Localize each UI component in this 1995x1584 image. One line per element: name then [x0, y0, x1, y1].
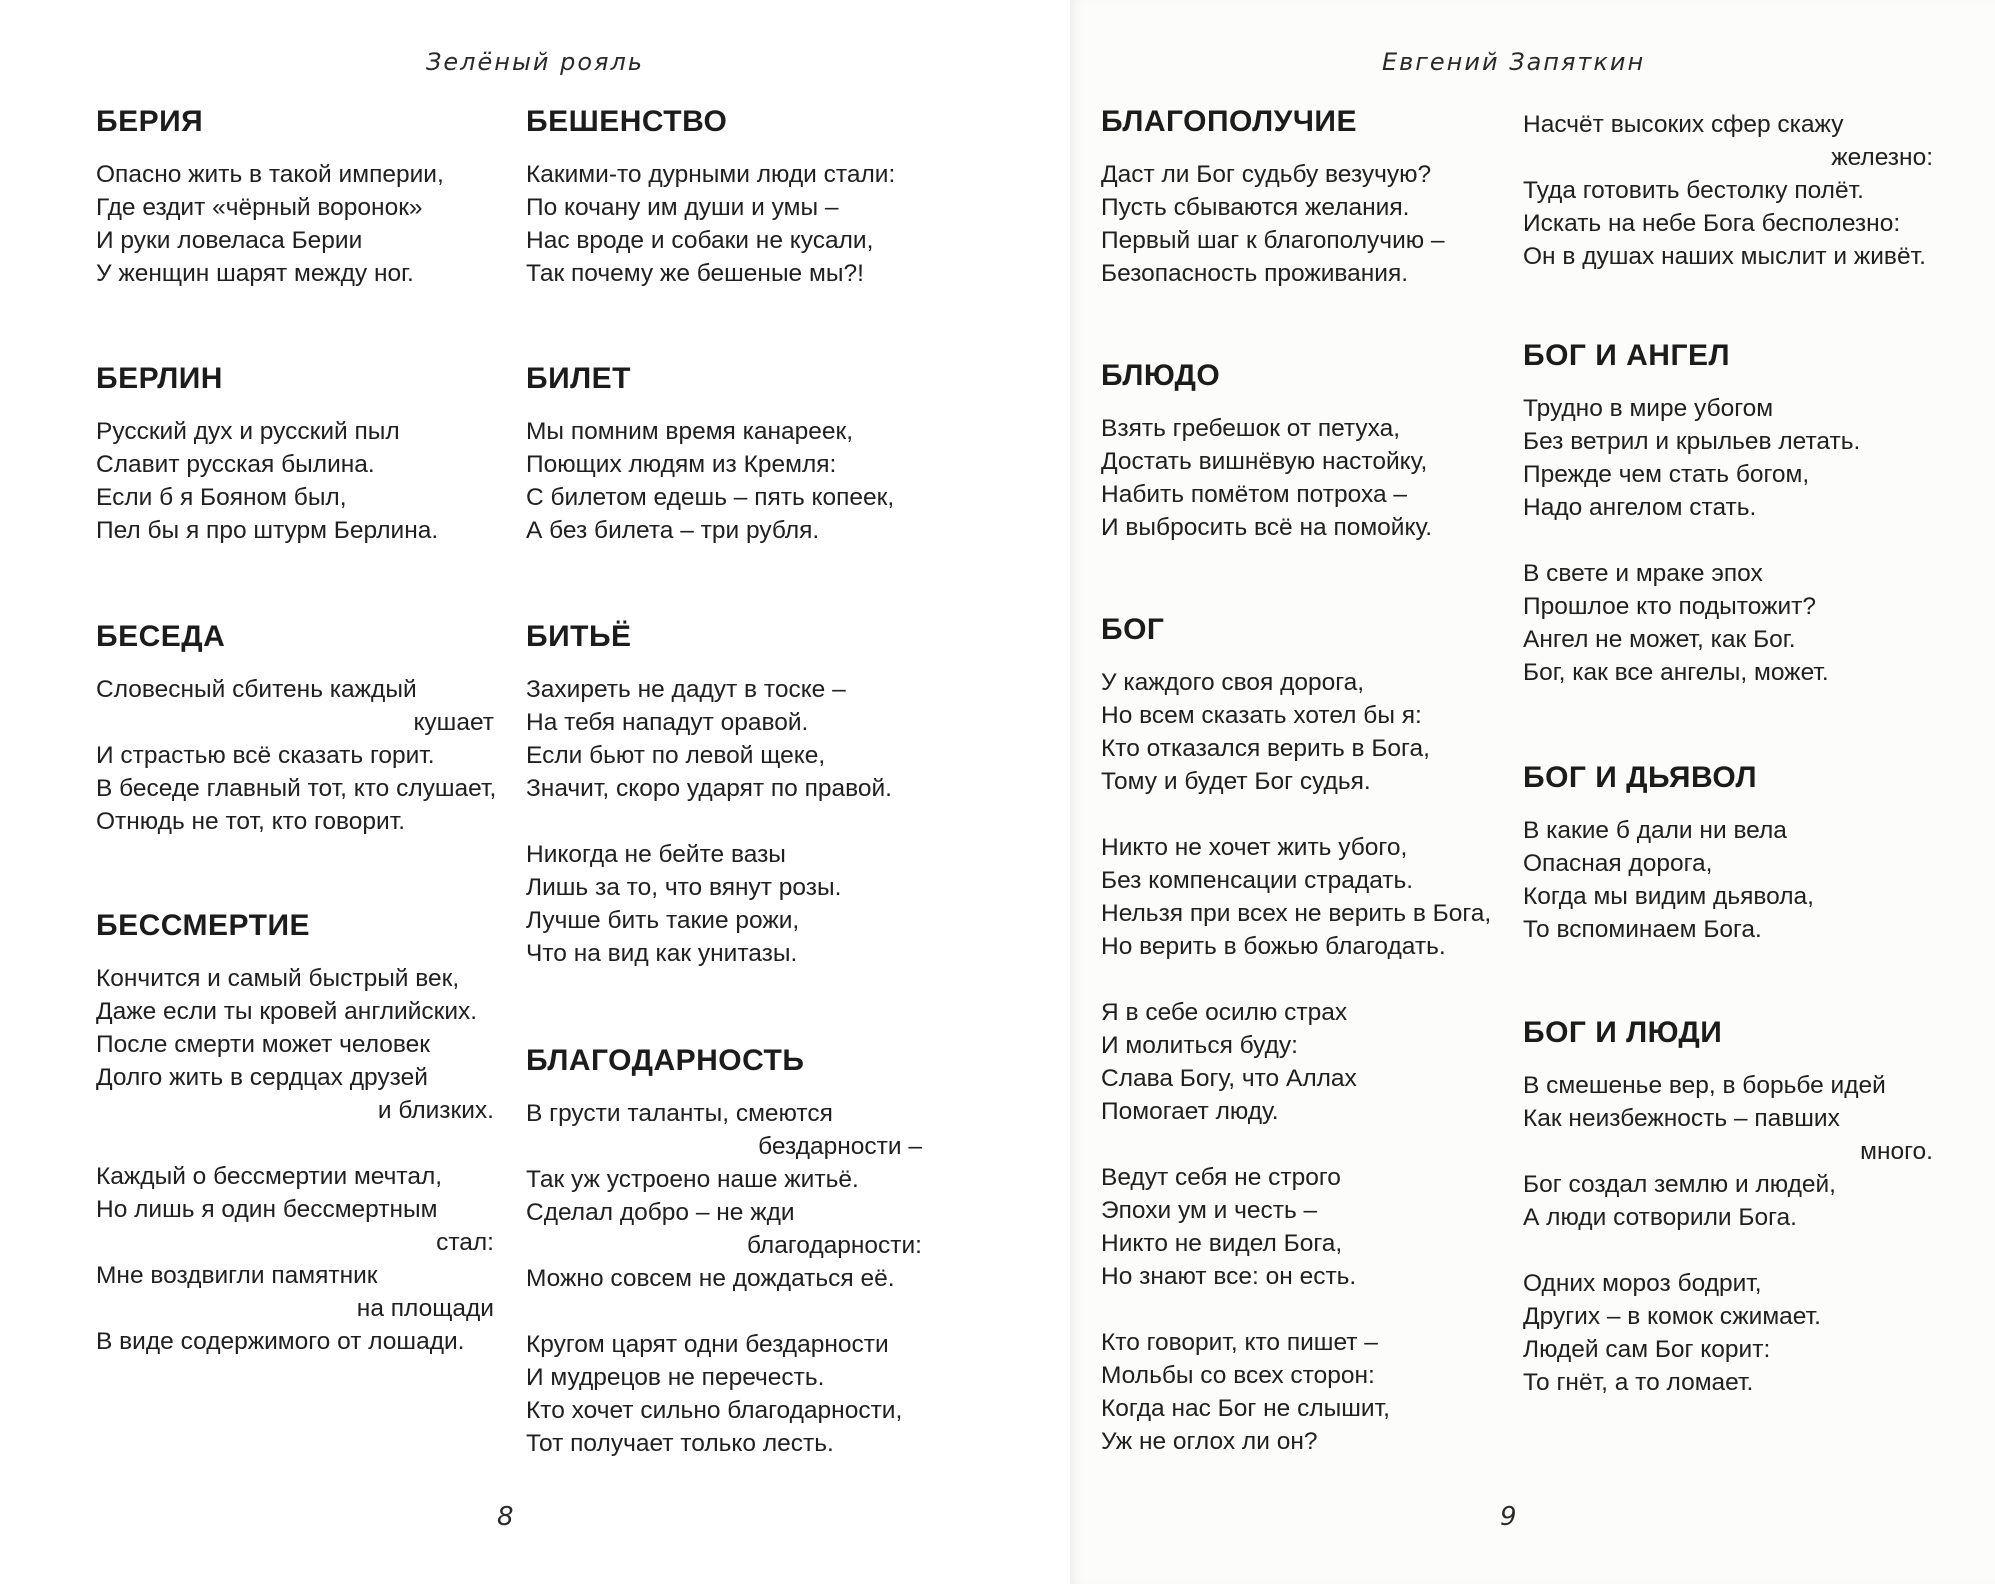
poem-line: Эпохи ум и честь – — [1101, 1197, 1318, 1224]
poem-line: Кругом царят одни бездарности — [526, 1331, 889, 1358]
poem-line: Пусть сбываются желания. — [1101, 194, 1410, 221]
stanza — [96, 158, 494, 290]
poem — [96, 908, 494, 1391]
poem — [1523, 1015, 1933, 1432]
poem-line: Лишь за то, что вянут розы. — [526, 874, 842, 901]
poem-line: С билетом едешь – пять копеек, — [526, 484, 895, 511]
poem-line: Прежде чем стать богом, — [1523, 461, 1810, 488]
poem-line: Искать на небе Бога бесполезно: — [1523, 210, 1901, 237]
poem-line: Одних мороз бодрит, — [1523, 1270, 1762, 1297]
stanza — [1101, 666, 1516, 798]
poem-line: Если бьют по левой щеке, — [526, 742, 826, 769]
stanza — [1101, 1326, 1516, 1458]
poem — [1101, 358, 1516, 577]
poem-line-continuation: бездарности – — [758, 1133, 922, 1160]
poem-line-continuation: стал: — [436, 1229, 494, 1256]
poem-title: БЕШЕНСТВО — [526, 105, 728, 138]
page-number: 8 — [497, 1502, 514, 1532]
poem-line: Где ездит «чёрный воронок» — [96, 194, 423, 221]
poem-line: Даст ли Бог судьбу везучую? — [1101, 161, 1432, 188]
poem-line: Русский дух и русский пыл — [96, 418, 400, 445]
poem-line: Пел бы я про штурм Берлина. — [96, 517, 439, 544]
poem-line: Опасная дорога, — [1523, 850, 1713, 877]
poem-title: БЛАГОДАРНОСТЬ — [526, 1044, 805, 1077]
poem — [526, 619, 922, 1003]
poem-title: БЕССМЕРТИЕ — [96, 909, 311, 942]
poem-line: Значит, скоро ударят по правой. — [526, 775, 892, 802]
poem-line: Тот получает только лесть. — [526, 1430, 834, 1457]
poem-line-continuation: на площади — [356, 1295, 494, 1322]
poem-line: Первый шаг к благополучию – — [1101, 227, 1445, 254]
poem-line: Отнюдь не тот, кто говорит. — [96, 808, 406, 835]
poem-title: БЕСЕДА — [96, 620, 226, 653]
poem-title: БОГ — [1101, 613, 1165, 646]
poem-line: Так уж устроено наше житьё. — [526, 1166, 859, 1193]
poem — [1523, 108, 1933, 306]
poem-line: Лучше бить такие рожи, — [526, 907, 800, 934]
poem-line: Как неизбежность – павших — [1523, 1105, 1840, 1132]
poem — [96, 619, 497, 871]
poem-line: То гнёт, а то ломает. — [1523, 1369, 1754, 1396]
poem-line: В свете и мраке эпох — [1523, 560, 1763, 587]
stanza — [1523, 557, 1933, 689]
poem-line: По кочану им души и умы – — [526, 194, 839, 221]
poem-line: Кто говорит, кто пишет – — [1101, 1329, 1378, 1356]
stanza — [1101, 1161, 1516, 1293]
poem-line: Никто не видел Бога, — [1101, 1230, 1343, 1257]
poem — [1523, 760, 1933, 979]
poem-line: Прошлое кто подытожит? — [1523, 593, 1816, 620]
poem-line: У каждого своя дорога, — [1101, 669, 1365, 696]
poem-line: В беседе главный тот, кто слушает, — [96, 775, 497, 802]
poem-line: Достать вишнёвую настойку, — [1101, 448, 1428, 475]
stanza — [1101, 412, 1516, 544]
poem-line: Долго жить в сердцах друзей — [96, 1064, 428, 1091]
poem-line: В виде содержимого от лошади. — [96, 1328, 465, 1355]
stanza — [1523, 1069, 1933, 1234]
poem-line: Если б я Бояном был, — [96, 484, 347, 511]
poem-line: В какие б дали ни вела — [1523, 817, 1787, 844]
poem-line: Славит русская былина. — [96, 451, 375, 478]
poem-line: Надо ангелом стать. — [1523, 494, 1757, 521]
poem — [1101, 612, 1516, 1491]
poem-line: Каждый о бессмертии мечтал, — [96, 1163, 443, 1190]
poem-line: Но верить в божью благодать. — [1101, 933, 1446, 960]
stanza — [96, 673, 497, 838]
poem-line: Людей сам Бог корит: — [1523, 1336, 1771, 1363]
poem-line: Но знают все: он есть. — [1101, 1263, 1357, 1290]
poem-line: Кто хочет сильно благодарности, — [526, 1397, 903, 1424]
poem-line: Набить помётом потроха – — [1101, 481, 1407, 508]
poem-line: Без ветрил и крыльев летать. — [1523, 428, 1861, 455]
poem — [96, 104, 494, 323]
poem-line: Безопасность проживания. — [1101, 260, 1409, 287]
poem-title: БИТЬЁ — [526, 620, 632, 653]
poem-line: Тому и будет Бог судья. — [1101, 768, 1371, 795]
poem-line: Сделал добро – не жди — [526, 1199, 795, 1226]
poem-line-continuation: кушает — [413, 709, 494, 736]
stanza — [96, 415, 494, 547]
stanza — [526, 1097, 922, 1295]
stanza — [1523, 392, 1933, 524]
poem-line: Но лишь я один бессмертным — [96, 1196, 438, 1223]
stanza — [526, 158, 922, 290]
poem-line: Бог, как все ангелы, может. — [1523, 659, 1829, 686]
poem-line: И молиться буду: — [1101, 1032, 1298, 1059]
poem — [526, 104, 922, 323]
poem-line: И мудрецов не перечесть. — [526, 1364, 825, 1391]
stanza — [1523, 814, 1933, 946]
poem-line: Он в душах наших мыслит и живёт. — [1523, 243, 1926, 270]
poem-title: БЕРИЯ — [96, 105, 204, 138]
poem-line: Кто отказался верить в Бога, — [1101, 735, 1430, 762]
poem-line: Насчёт высоких сфер скажу — [1523, 111, 1844, 138]
poem — [1523, 338, 1933, 722]
poem-line: Других – в комок сжимает. — [1523, 1303, 1821, 1330]
stanza — [1101, 996, 1516, 1128]
poem-line-continuation: благодарности: — [746, 1232, 922, 1259]
poem-line-continuation: железно: — [1831, 144, 1933, 171]
poem-line: Какими-то дурными люди стали: — [526, 161, 896, 188]
poem-line: Ведут себя не строго — [1101, 1164, 1341, 1191]
poem-title: БЛАГОПОЛУЧИЕ — [1101, 105, 1357, 138]
running-head: Зелёный рояль — [426, 48, 644, 76]
stanza — [96, 1160, 494, 1358]
poem-title: БОГ И ЛЮДИ — [1523, 1016, 1723, 1049]
poem-line: После смерти может человек — [96, 1031, 431, 1058]
stanza — [526, 673, 922, 805]
stanza — [526, 1328, 922, 1460]
stanza — [1101, 158, 1516, 290]
poem-line: Туда готовить бестолку полёт. — [1523, 177, 1864, 204]
poem-line: Ангел не может, как Бог. — [1523, 626, 1796, 653]
poem-line: Мы помним время канареек, — [526, 418, 854, 445]
poem-line: И руки ловеласа Берии — [96, 227, 363, 254]
stanza — [1523, 1267, 1933, 1399]
stanza — [526, 838, 922, 970]
stanza — [96, 962, 494, 1127]
poem-line: И страстью всё сказать горит. — [96, 742, 435, 769]
poem-line: И выбросить всё на помойку. — [1101, 514, 1433, 541]
poem-title: БИЛЕТ — [526, 362, 632, 395]
poem-line: А без билета – три рубля. — [526, 517, 820, 544]
poem-line: Поющих людям из Кремля: — [526, 451, 837, 478]
stanza — [1523, 108, 1933, 273]
poem-line: Никогда не бейте вазы — [526, 841, 786, 868]
poem-line: В грусти таланты, смеются — [526, 1100, 833, 1127]
poem-line: Но всем сказать хотел бы я: — [1101, 702, 1422, 729]
poem-line: Даже если ты кровей английских. — [96, 998, 478, 1025]
poem-line: В смешенье вер, в борьбе идей — [1523, 1072, 1886, 1099]
poem-line: Опасно жить в такой империи, — [96, 161, 444, 188]
poem-title: БЕРЛИН — [96, 362, 223, 395]
poem-line-continuation: много. — [1860, 1138, 1933, 1165]
poem-line: Кончится и самый быстрый век, — [96, 965, 460, 992]
poem-line: Словесный сбитень каждый — [96, 676, 417, 703]
poem-line-continuation: и близких. — [377, 1097, 494, 1124]
stanza — [526, 415, 922, 547]
poem-line: Можно совсем не дождаться её. — [526, 1265, 895, 1292]
poem-line: Бог создал землю и людей, — [1523, 1171, 1836, 1198]
poem-line: Без компенсации страдать. — [1101, 867, 1414, 894]
poem-line: То вспоминаем Бога. — [1523, 916, 1762, 943]
poem-line: Трудно в мире убогом — [1523, 395, 1774, 422]
poem-line: Нас вроде и собаки не кусали, — [526, 227, 874, 254]
poem-title: БОГ И ДЬЯВОЛ — [1523, 761, 1758, 794]
poem-line: Мне воздвигли памятник — [96, 1262, 378, 1289]
poem-line: Уж не оглох ли он? — [1101, 1428, 1318, 1455]
poem-title: БЛЮДО — [1101, 359, 1221, 392]
poem — [96, 361, 494, 580]
running-head: Евгений Запяткин — [1382, 48, 1646, 76]
poem-line: Я в себе осилю страх — [1101, 999, 1348, 1026]
poem — [526, 361, 922, 580]
poem-line: Слава Богу, что Аллах — [1101, 1065, 1357, 1092]
page-number: 9 — [1500, 1502, 1517, 1532]
poem-line: Помогает люду. — [1101, 1098, 1279, 1125]
poem-line: Взять гребешок от петуха, — [1101, 415, 1401, 442]
right-page — [1070, 0, 1995, 1584]
poem-line: Захиреть не дадут в тоске – — [526, 676, 846, 703]
poem-line: Когда мы видим дьявола, — [1523, 883, 1814, 910]
poem — [1101, 104, 1516, 323]
poem-line: Мольбы со всех сторон: — [1101, 1362, 1375, 1389]
poem-line: Никто не хочет жить убого, — [1101, 834, 1408, 861]
poem — [526, 1043, 922, 1493]
poem-line: Нельзя при всех не верить в Бога, — [1101, 900, 1492, 927]
poem-line: Так почему же бешеные мы?! — [526, 260, 864, 287]
poem-line: У женщин шарят между ног. — [96, 260, 414, 287]
poem-line: Что на вид как унитазы. — [526, 940, 798, 967]
poem-line: На тебя нападут оравой. — [526, 709, 809, 736]
stanza — [1101, 831, 1516, 963]
poem-title: БОГ И АНГЕЛ — [1523, 339, 1731, 372]
poem-line: А люди сотворили Бога. — [1523, 1204, 1797, 1231]
poem-line: Когда нас Бог не слышит, — [1101, 1395, 1390, 1422]
